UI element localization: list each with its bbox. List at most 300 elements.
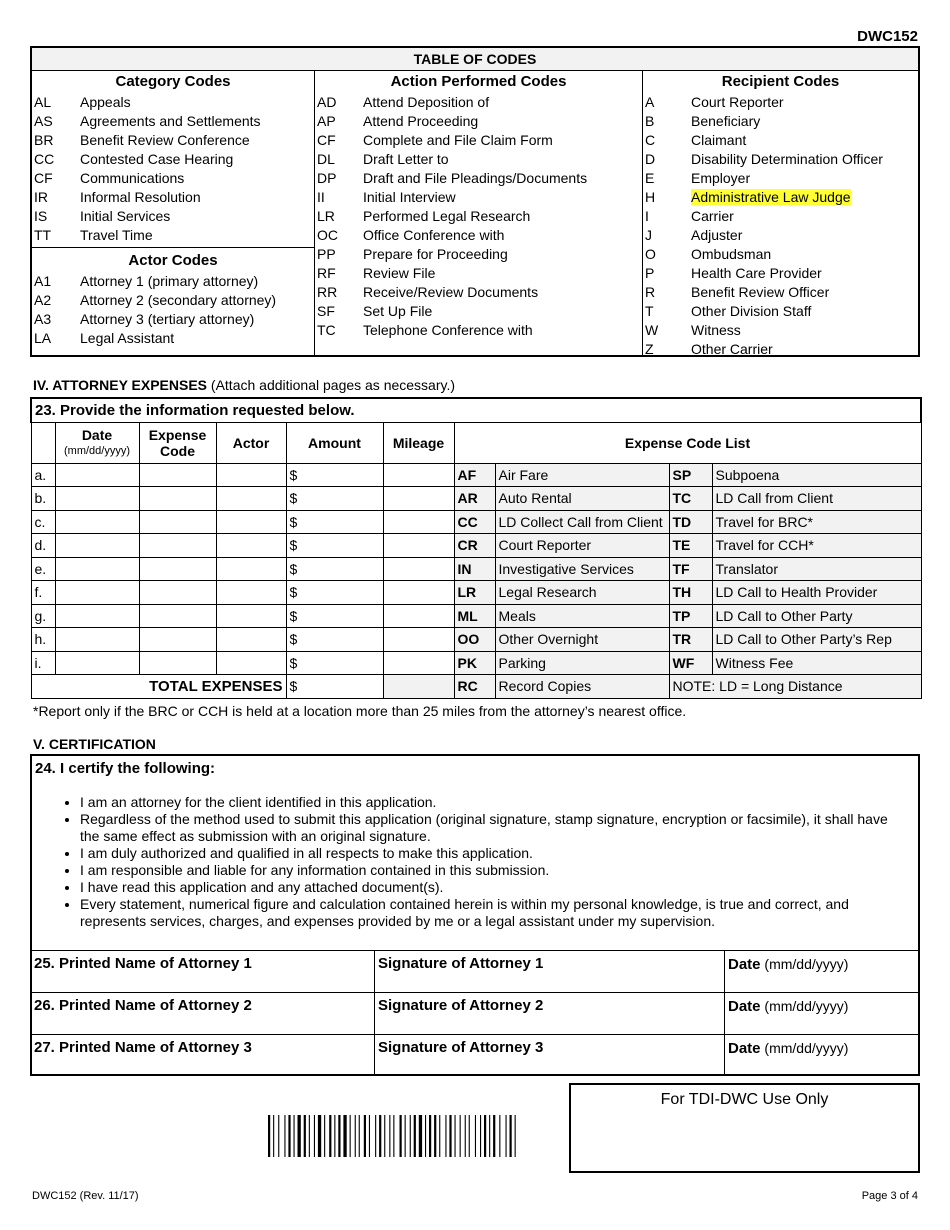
currency-symbol: $ — [289, 560, 298, 577]
actor-code-desc — [80, 291, 314, 310]
date-label: Date — [728, 956, 761, 973]
expense-desc-a: Other Overnight — [495, 628, 669, 652]
expense-amount-field[interactable] — [286, 581, 383, 605]
expense-code-field[interactable] — [139, 628, 216, 652]
printed-name-label: 26. Printed Name of Attorney 2 — [34, 997, 252, 1014]
recipient-code-desc-text: Adjuster — [691, 227, 743, 243]
action-code-code: II — [317, 189, 325, 205]
currency-symbol: $ — [289, 513, 298, 530]
action-code-desc — [363, 264, 642, 283]
action-code-row — [315, 150, 642, 169]
action-code-desc-text: Attend Proceeding — [363, 113, 479, 129]
expense-row — [31, 557, 921, 581]
action-code-code: DL — [317, 151, 335, 167]
expense-code-a: OO — [454, 628, 495, 652]
expense-row-label: g. — [31, 604, 55, 628]
recipient-code-row — [643, 150, 918, 169]
recipient-code-row — [643, 207, 918, 226]
action-code-desc-text: Initial Interview — [363, 189, 456, 205]
certification-statement: • I am an attorney for the client identified in this application. — [80, 794, 910, 811]
date-column-header — [55, 422, 139, 463]
recipient-code-row — [643, 245, 918, 264]
expense-mileage-field[interactable] — [383, 604, 454, 628]
category-code-row — [32, 131, 314, 150]
expense-desc-a: Air Fare — [495, 463, 669, 487]
recipient-code-code: H — [645, 189, 656, 205]
recipient-code-code: A — [645, 94, 655, 110]
attorney-expenses-heading — [33, 377, 455, 393]
total-expenses-label: TOTAL EXPENSES — [31, 675, 286, 699]
action-code-row — [315, 283, 642, 302]
category-code-desc-text: Initial Services — [80, 208, 171, 224]
page-number: Page 3 of 4 — [861, 1190, 918, 1202]
expense-code-b: SP — [669, 463, 712, 487]
barcode-bar — [338, 1115, 340, 1157]
action-code-desc — [363, 150, 642, 169]
recipient-code-desc-text: Other Division Staff — [691, 303, 812, 319]
expense-code-a: PK — [454, 651, 495, 675]
expense-code-a: ML — [454, 604, 495, 628]
action-code-code: DP — [317, 170, 337, 186]
expense-row-label: h. — [31, 628, 55, 652]
date-format: (mm/dd/yyyy) — [764, 998, 849, 1014]
printed-name-label: 25. Printed Name of Attorney 1 — [34, 955, 252, 972]
signature-field[interactable] — [375, 993, 725, 1034]
recipient-code-desc — [691, 340, 918, 359]
category-code-desc-text: Appeals — [80, 94, 131, 110]
expense-row — [31, 463, 921, 487]
barcode-bar — [364, 1115, 366, 1157]
recipient-code-row — [643, 169, 918, 188]
date-format: (mm/dd/yyyy) — [764, 1040, 849, 1056]
category-code-desc — [80, 188, 314, 207]
actor-codes-list — [32, 272, 314, 348]
expense-code-field[interactable] — [139, 534, 216, 558]
expense-mileage-field[interactable] — [383, 628, 454, 652]
recipient-codes-list — [643, 93, 918, 359]
signature-label: Signature of Attorney 1 — [378, 955, 544, 972]
expense-code-a: IN — [454, 557, 495, 581]
expense-code-field[interactable] — [139, 463, 216, 487]
expense-date-field[interactable] — [55, 604, 139, 628]
recipient-code-desc-text: Benefit Review Officer — [691, 284, 830, 300]
action-code-desc — [363, 112, 642, 131]
recipient-code-desc — [691, 112, 918, 131]
expense-date-field[interactable] — [55, 651, 139, 675]
currency-symbol: $ — [289, 490, 298, 507]
expense-actor-field[interactable] — [216, 510, 286, 534]
category-code-row — [32, 150, 314, 169]
action-code-desc-text: Telephone Conference with — [363, 322, 533, 338]
expense-amount-field[interactable] — [286, 651, 383, 675]
barcode-bar — [460, 1115, 461, 1157]
expense-date-field[interactable] — [55, 463, 139, 487]
expense-date-field[interactable] — [55, 557, 139, 581]
barcode-bar — [414, 1115, 416, 1157]
barcode-bar — [379, 1115, 381, 1157]
total-row-desc: Record Copies — [495, 675, 669, 699]
category-code-desc — [80, 226, 314, 245]
action-code-desc — [363, 169, 642, 188]
expense-code-column-header: Expense Code — [139, 422, 216, 463]
expense-code-list-header: Expense Code List — [454, 422, 921, 463]
recipient-codes-column — [643, 71, 918, 355]
actor-code-row — [32, 291, 314, 310]
expense-code-b: TR — [669, 628, 712, 652]
expense-code-field[interactable] — [139, 651, 216, 675]
expense-code-field[interactable] — [139, 487, 216, 511]
action-code-row — [315, 226, 642, 245]
expense-actor-field[interactable] — [216, 628, 286, 652]
expense-code-field[interactable] — [139, 557, 216, 581]
barcode-bar — [515, 1115, 516, 1157]
barcode-bar — [329, 1115, 331, 1157]
actor-code-desc-text: Attorney 1 (primary attorney) — [80, 273, 259, 289]
action-code-code: RR — [317, 284, 338, 300]
barcode-bar — [469, 1115, 470, 1157]
recipient-code-desc-text: Administrative Law Judge — [691, 189, 851, 205]
category-code-desc — [80, 169, 314, 188]
expense-date-field[interactable] — [55, 628, 139, 652]
expense-desc-a: Court Reporter — [495, 534, 669, 558]
recipient-code-desc — [691, 264, 918, 283]
printed-name-field[interactable] — [32, 1035, 375, 1076]
signature-label: Signature of Attorney 2 — [378, 997, 544, 1014]
barcode-bar — [268, 1115, 270, 1157]
expense-amount-field[interactable] — [286, 463, 383, 487]
expense-actor-field[interactable] — [216, 463, 286, 487]
total-currency: $ — [289, 678, 298, 695]
barcode-bar — [288, 1115, 290, 1157]
currency-symbol: $ — [289, 607, 298, 624]
expense-code-b: TH — [669, 581, 712, 605]
expense-mileage-field[interactable] — [383, 463, 454, 487]
barcode-bar — [343, 1115, 346, 1157]
barcode-bar — [359, 1115, 360, 1157]
recipient-code-desc — [691, 321, 918, 340]
recipient-code-desc — [691, 283, 918, 302]
recipient-code-code: D — [645, 151, 656, 167]
actor-code-row — [32, 310, 314, 329]
currency-symbol: $ — [289, 537, 298, 554]
actor-column-header: Actor — [216, 422, 286, 463]
action-code-row — [315, 188, 642, 207]
barcode-bar — [294, 1115, 295, 1157]
recipient-code-desc — [691, 169, 918, 188]
actor-code-row — [32, 329, 314, 348]
barcode-bar — [449, 1115, 451, 1157]
expense-date-field[interactable] — [55, 534, 139, 558]
action-codes-heading: Action Performed Codes — [390, 73, 567, 90]
category-code-row — [32, 169, 314, 188]
recipient-code-desc-text: Witness — [691, 322, 741, 338]
expense-row — [31, 628, 921, 652]
barcode-bar — [384, 1115, 385, 1157]
action-code-code: RF — [317, 265, 336, 281]
actor-codes-heading: Actor Codes — [128, 252, 218, 269]
action-code-desc-text: Draft Letter to — [363, 151, 449, 167]
expense-row-label: a. — [31, 463, 55, 487]
expense-amount-field[interactable] — [286, 534, 383, 558]
action-code-row — [315, 93, 642, 112]
expense-amount-field[interactable] — [286, 557, 383, 581]
certification-statement: • I have read this application and any attached document(s). — [80, 879, 910, 896]
recipient-code-desc — [691, 226, 918, 245]
expense-code-field[interactable] — [139, 510, 216, 534]
expense-code-b: TC — [669, 487, 712, 511]
office-use-label: For TDI-DWC Use Only — [660, 1091, 829, 1108]
expense-date-field[interactable] — [55, 581, 139, 605]
expense-amount-field[interactable] — [286, 604, 383, 628]
category-code-row — [32, 226, 314, 245]
expense-amount-field[interactable] — [286, 510, 383, 534]
expense-desc-b: Witness Fee — [712, 651, 921, 675]
category-code-code: AL — [34, 94, 52, 110]
expense-code-field[interactable] — [139, 581, 216, 605]
barcode-bar — [298, 1115, 301, 1157]
row-label-header — [31, 422, 55, 463]
barcode-bar — [506, 1115, 507, 1157]
action-code-row — [315, 264, 642, 283]
actor-code-code: A2 — [34, 292, 52, 308]
mileage-column-header: Mileage — [383, 422, 454, 463]
category-code-code: AS — [34, 113, 53, 129]
recipient-code-desc-text: Court Reporter — [691, 94, 784, 110]
actor-code-desc — [80, 310, 314, 329]
recipient-codes-heading: Recipient Codes — [721, 73, 840, 90]
recipient-code-row — [643, 321, 918, 340]
office-use-box — [569, 1083, 920, 1173]
expense-code-a: AF — [454, 463, 495, 487]
recipient-code-code: J — [645, 227, 652, 243]
actor-code-desc-text: Legal Assistant — [80, 330, 175, 346]
recipient-code-code: C — [645, 132, 656, 148]
expense-desc-a: Meals — [495, 604, 669, 628]
total-mileage-cell — [383, 675, 454, 699]
recipient-code-desc-text: Disability Determination Officer — [691, 151, 883, 167]
date-header-format: (mm/dd/yyyy) — [64, 444, 130, 457]
signature-row — [32, 1034, 918, 1076]
certification-statement: • I am duly authorized and qualified in all respects to make this application. — [80, 845, 910, 862]
category-code-code: CF — [34, 170, 53, 186]
expense-row-label: d. — [31, 534, 55, 558]
expense-code-b: TF — [669, 557, 712, 581]
attorney-expenses-note: (Attach additional pages as necessary.) — [210, 377, 456, 393]
signature-field[interactable] — [375, 1035, 725, 1076]
action-code-desc — [363, 283, 642, 302]
certification-statement: • Regardless of the method used to submit this application (original signature, stamp signature, encryption or facsimile), it shall have the same effect as submission with an original signature. — [80, 811, 910, 845]
form-id: DWC152 — [857, 28, 918, 45]
form-revision: DWC152 (Rev. 11/17) — [32, 1190, 139, 1202]
recipient-code-desc — [691, 207, 918, 226]
long-distance-note: NOTE: LD = Long Distance — [669, 675, 921, 699]
signature-field[interactable] — [375, 951, 725, 992]
expense-code-a: CC — [454, 510, 495, 534]
actor-code-desc-text: Attorney 2 (secondary attorney) — [80, 292, 277, 308]
expense-amount-field[interactable] — [286, 487, 383, 511]
category-code-desc-text: Communications — [80, 170, 185, 186]
recipient-code-row — [643, 131, 918, 150]
expense-code-a: AR — [454, 487, 495, 511]
total-expenses-row — [31, 675, 921, 699]
signature-date-field[interactable] — [725, 951, 918, 992]
recipient-code-desc-text: Ombudsman — [691, 246, 772, 262]
expense-actor-field[interactable] — [216, 487, 286, 511]
action-code-row — [315, 169, 642, 188]
recipient-code-code: Z — [645, 341, 654, 357]
barcode-bar — [334, 1115, 335, 1157]
barcode-bar — [375, 1115, 376, 1157]
barcode-bar — [405, 1115, 406, 1157]
expense-actor-field[interactable] — [216, 534, 286, 558]
category-codes-column — [32, 71, 315, 355]
expense-code-b: WF — [669, 651, 712, 675]
recipient-code-row — [643, 188, 918, 207]
barcode-bar — [445, 1115, 446, 1157]
expense-mileage-field[interactable] — [383, 651, 454, 675]
action-code-desc-text: Prepare for Proceeding — [363, 246, 508, 262]
currency-symbol: $ — [289, 654, 298, 671]
action-code-desc-text: Review File — [363, 265, 436, 281]
category-code-desc — [80, 131, 314, 150]
expense-amount-field[interactable] — [286, 628, 383, 652]
action-code-desc-text: Receive/Review Documents — [363, 284, 539, 300]
category-code-code: TT — [34, 227, 52, 243]
category-code-code: CC — [34, 151, 55, 167]
printed-name-field[interactable] — [32, 993, 375, 1034]
expense-desc-a: Parking — [495, 651, 669, 675]
expense-actor-field[interactable] — [216, 581, 286, 605]
category-code-desc-text: Agreements and Settlements — [80, 113, 261, 129]
expense-desc-a: Legal Research — [495, 581, 669, 605]
expense-code-field[interactable] — [139, 604, 216, 628]
action-code-desc-text: Set Up File — [363, 303, 433, 319]
action-code-desc — [363, 226, 642, 245]
expense-desc-a: Investigative Services — [495, 557, 669, 581]
barcode-bar — [393, 1115, 394, 1157]
barcode-bar — [429, 1115, 431, 1157]
expenses-footnote: *Report only if the BRC or CCH is held at a location more than 25 miles from the attorney’s nearest office. — [33, 703, 687, 719]
recipient-code-code: T — [645, 303, 654, 319]
barcode-bar — [425, 1115, 426, 1157]
expense-date-field[interactable] — [55, 487, 139, 511]
certification-box — [30, 754, 920, 1076]
signature-row — [32, 950, 918, 992]
recipient-code-row — [643, 264, 918, 283]
category-code-desc-text: Informal Resolution — [80, 189, 201, 205]
barcode-bar — [475, 1115, 476, 1157]
expense-mileage-field[interactable] — [383, 487, 454, 511]
recipient-code-row — [643, 302, 918, 321]
barcode-bar — [419, 1115, 422, 1157]
recipient-code-desc-text: Beneficiary — [691, 113, 761, 129]
expense-mileage-field[interactable] — [383, 534, 454, 558]
expense-mileage-field[interactable] — [383, 510, 454, 534]
action-code-desc-text: Complete and File Claim Form — [363, 132, 553, 148]
action-codes-column — [315, 71, 643, 355]
currency-symbol: $ — [289, 584, 298, 601]
recipient-code-desc-text: Claimant — [691, 132, 747, 148]
recipient-code-desc — [691, 245, 918, 264]
barcode-bar — [493, 1115, 495, 1157]
attorney-expenses-title: IV. ATTORNEY EXPENSES — [33, 377, 208, 393]
signature-date-field[interactable] — [725, 1035, 918, 1076]
certification-heading — [33, 736, 156, 752]
date-format: (mm/dd/yyyy) — [764, 956, 849, 972]
category-code-desc-text: Contested Case Hearing — [80, 151, 234, 167]
barcode-bar — [355, 1115, 356, 1157]
expense-row-label: i. — [31, 651, 55, 675]
barcode-bar — [434, 1115, 436, 1157]
action-code-desc — [363, 188, 642, 207]
barcode-bar — [318, 1115, 321, 1157]
signature-date-field[interactable] — [725, 993, 918, 1034]
action-code-desc-text: Performed Legal Research — [363, 208, 531, 224]
category-code-row — [32, 188, 314, 207]
recipient-code-desc — [691, 93, 918, 112]
category-code-row — [32, 93, 314, 112]
expense-actor-field[interactable] — [216, 557, 286, 581]
barcode-bar — [455, 1115, 456, 1157]
action-code-row — [315, 321, 642, 340]
barcode-bar — [400, 1115, 402, 1157]
category-code-row — [32, 112, 314, 131]
expense-row — [31, 651, 921, 675]
barcode-bar — [309, 1115, 310, 1157]
signature-label: Signature of Attorney 3 — [378, 1039, 544, 1056]
action-code-row — [315, 131, 642, 150]
barcode-bar — [410, 1115, 411, 1157]
date-label: Date — [728, 1040, 761, 1057]
category-codes-heading: Category Codes — [115, 73, 231, 90]
category-code-desc-text: Benefit Review Conference — [80, 132, 250, 148]
expense-actor-field[interactable] — [216, 604, 286, 628]
category-code-desc-text: Travel Time — [80, 227, 153, 243]
actor-code-code: LA — [34, 330, 52, 346]
action-code-desc-text: Attend Deposition of — [363, 94, 490, 110]
barcode-bar — [484, 1115, 486, 1157]
actor-codes-box — [32, 247, 314, 348]
expense-mileage-field[interactable] — [383, 557, 454, 581]
action-code-desc — [363, 245, 642, 264]
total-row-code: RC — [454, 675, 495, 699]
expense-desc-b: LD Call from Client — [712, 487, 921, 511]
expense-mileage-field[interactable] — [383, 581, 454, 605]
expense-row-label: f. — [31, 581, 55, 605]
action-code-code: LR — [317, 208, 335, 224]
action-code-desc — [363, 302, 642, 321]
total-amount-field[interactable] — [286, 675, 383, 699]
barcode-bar — [278, 1115, 279, 1157]
expense-code-b: TD — [669, 510, 712, 534]
expense-actor-field[interactable] — [216, 651, 286, 675]
printed-name-field[interactable] — [32, 951, 375, 992]
recipient-code-code: E — [645, 170, 655, 186]
category-code-desc — [80, 93, 314, 112]
recipient-code-code: I — [645, 208, 649, 224]
expense-row — [31, 534, 921, 558]
signature-grid — [32, 950, 918, 1074]
category-code-desc — [80, 112, 314, 131]
date-header-label: Date — [81, 426, 113, 443]
expense-date-field[interactable] — [55, 510, 139, 534]
category-code-code: IR — [34, 189, 48, 205]
barcode-bar — [304, 1115, 306, 1157]
expense-desc-b: Travel for CCH* — [712, 534, 921, 558]
certification-statement: • Every statement, numerical figure and calculation contained herein is within my personal knowledge, is true and correct, and represents services, charges, and expenses provided by me or a legal assistant under my supervision. — [80, 896, 910, 930]
actor-code-desc — [80, 329, 314, 348]
expense-row — [31, 487, 921, 511]
